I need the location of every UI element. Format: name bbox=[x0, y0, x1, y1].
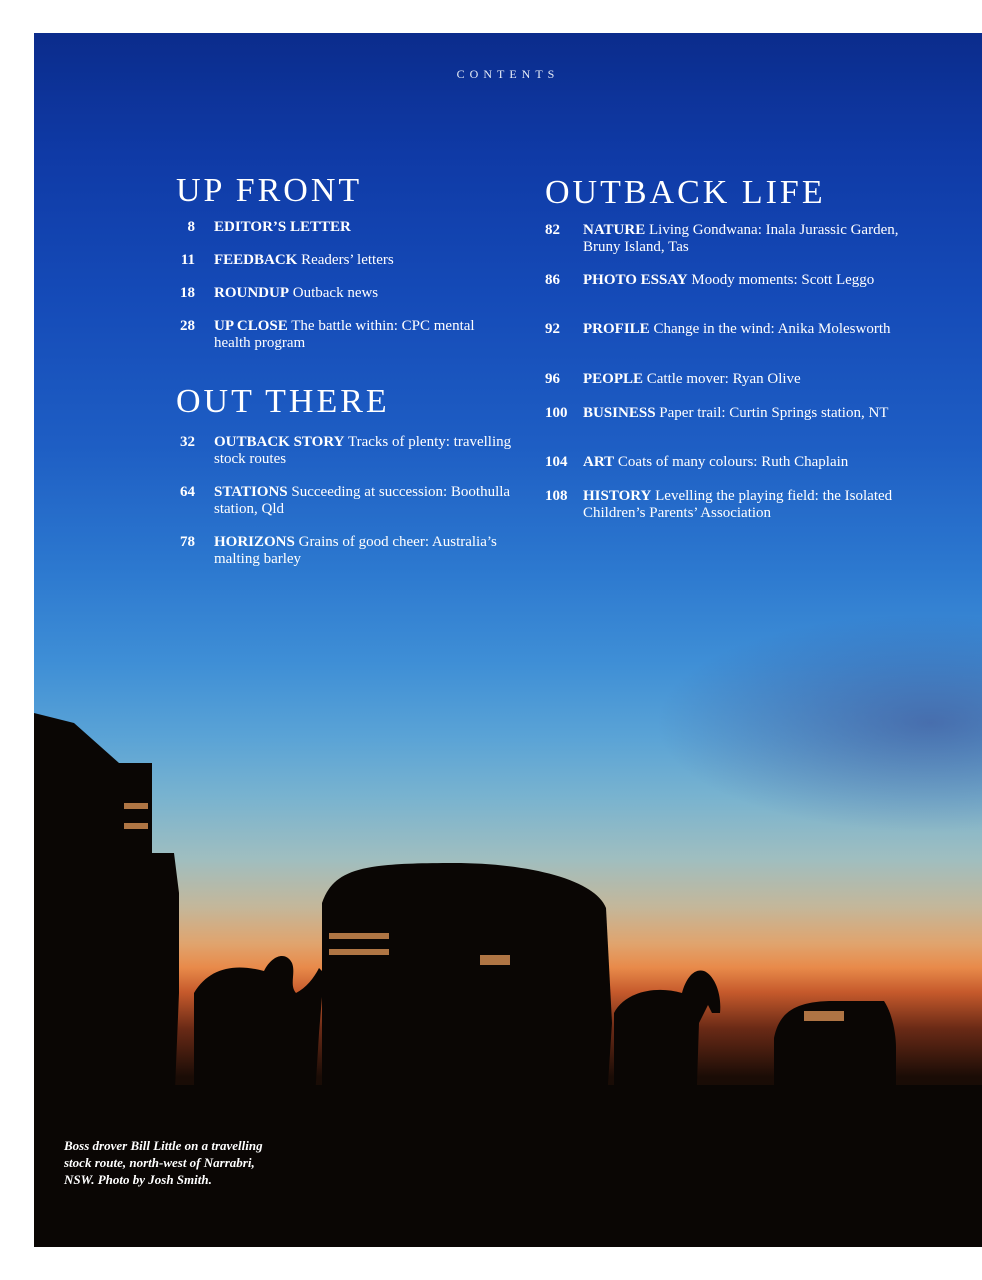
entry-text: Succeeding at succession: Boothulla station, Qld bbox=[214, 484, 511, 517]
page-number: 78 bbox=[180, 534, 195, 550]
truck-silhouette bbox=[34, 713, 179, 1113]
page-number: 96 bbox=[545, 371, 560, 387]
entry-keyword: OUTBACK STORY bbox=[214, 434, 345, 450]
entry-text: Readers’ letters bbox=[301, 252, 394, 268]
entry-text: Levelling the playing field: the Isolated Children’s Parents’ Association bbox=[583, 488, 893, 521]
horse-float-silhouette bbox=[322, 863, 612, 1113]
entry-keyword: BUSINESS bbox=[583, 405, 656, 421]
entry-keyword: ROUNDUP bbox=[214, 285, 289, 301]
entry-text: Grains of good cheer: Australia’s malting barley bbox=[214, 534, 497, 567]
float-slat bbox=[329, 949, 389, 955]
page-number: 104 bbox=[545, 454, 568, 470]
section-title-outback-life: OUTBACK LIFE bbox=[545, 174, 826, 211]
section-title-up-front: UP FRONT bbox=[176, 172, 363, 209]
page-number: 28 bbox=[180, 318, 195, 334]
page-number: 82 bbox=[545, 222, 560, 238]
float-slat bbox=[329, 933, 389, 939]
entry-keyword: EDITOR’S LETTER bbox=[214, 219, 351, 235]
entry-keyword: ART bbox=[583, 454, 615, 470]
entry-text: The battle within: CPC mental health program bbox=[214, 318, 475, 351]
entry-keyword: PHOTO ESSAY bbox=[583, 272, 688, 288]
page-number: 92 bbox=[545, 321, 560, 337]
entry-text: Moody moments: Scott Leggo bbox=[691, 272, 875, 288]
entry-keyword: HISTORY bbox=[583, 488, 652, 504]
entry-text: Cattle mover: Ryan Olive bbox=[646, 371, 801, 387]
page-number: 18 bbox=[180, 285, 195, 301]
float-window bbox=[480, 955, 510, 965]
page-number: 32 bbox=[180, 434, 195, 450]
entry-text: Change in the wind: Anika Molesworth bbox=[653, 321, 891, 337]
entry-keyword: PEOPLE bbox=[583, 371, 644, 387]
truck-rail bbox=[124, 803, 148, 809]
page-number: 11 bbox=[180, 252, 195, 268]
entry-keyword: NATURE bbox=[583, 222, 646, 238]
entry-text: Paper trail: Curtin Springs station, NT bbox=[659, 405, 889, 421]
truck-rail bbox=[124, 823, 148, 829]
entry-keyword: STATIONS bbox=[214, 484, 288, 500]
entry-text: Tracks of plenty: travelling stock routes bbox=[214, 434, 512, 467]
entry-keyword: PROFILE bbox=[583, 321, 650, 337]
page-number: 8 bbox=[187, 219, 195, 235]
page-number: 108 bbox=[545, 488, 568, 504]
contents-page bbox=[34, 33, 982, 1247]
entry-text: Living Gondwana: Inala Jurassic Garden, Bruny Island, Tas bbox=[583, 222, 899, 255]
horse-rider-silhouette bbox=[194, 956, 324, 1113]
page-number: 100 bbox=[545, 405, 568, 421]
ute-window bbox=[804, 1011, 844, 1021]
entry-text: Coats of many colours: Ruth Chaplain bbox=[617, 454, 849, 470]
page-number: 86 bbox=[545, 272, 560, 288]
section-title-out-there: OUT THERE bbox=[176, 383, 390, 420]
photo-caption: Boss drover Bill Little on a travelling stock route, north-west of Narrabri, NSW. Photo by Josh Smith. bbox=[64, 1138, 263, 1187]
entry-keyword: HORIZONS bbox=[214, 534, 295, 550]
page-number: 64 bbox=[180, 484, 195, 500]
entry-keyword: UP CLOSE bbox=[214, 318, 288, 334]
entry-text: Outback news bbox=[292, 285, 379, 301]
entry-keyword: FEEDBACK bbox=[214, 252, 298, 268]
page-label: CONTENTS bbox=[456, 67, 560, 81]
